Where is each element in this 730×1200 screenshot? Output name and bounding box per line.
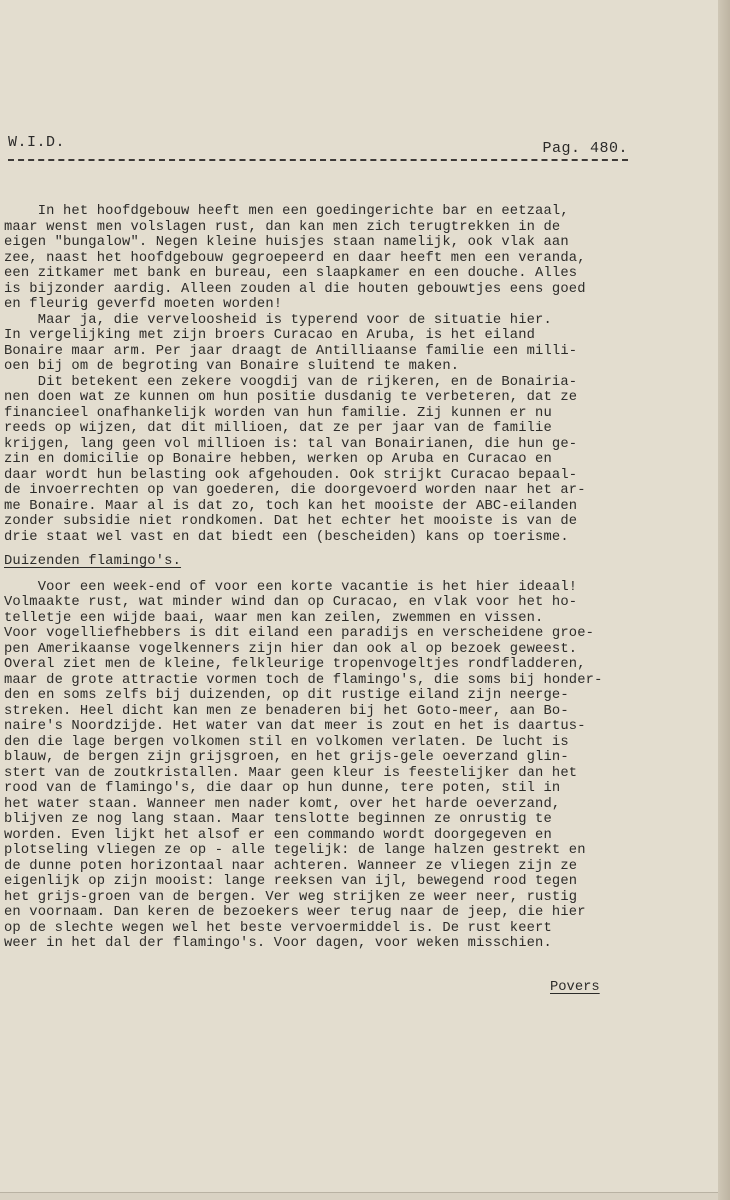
text-line: Bonaire maar arm. Per jaar draagt de Antilliaanse familie een milli-: [4, 343, 578, 359]
text-line: streken. Heel dicht kan men ze benaderen bij het Goto-meer, aan Bo-: [4, 703, 569, 719]
text-line: zin en domicilie op Bonaire hebben, werken op Aruba en Curacao en: [4, 452, 552, 467]
section-heading: Duizenden flamingo's.: [4, 554, 182, 569]
text-line: een zitkamer met bank en bureau, een slaapkamer en een douche. Alles: [4, 266, 578, 281]
text-line: blijven ze nog lang staan. Maar tenslotte beginnen ze onrustig te: [4, 812, 552, 827]
text-line: en voornaam. Dan keren de bezoekers weer terug naar de jeep, die hier: [4, 905, 586, 920]
text-line: krijgen, lang geen vol millioen is: tal van Bonairianen, die hun ge-: [4, 436, 578, 452]
text-line: het water staan. Wanneer men nader komt, over het harde oeverzand,: [4, 796, 561, 812]
text-line: de dunne poten horizontaal naar achteren. Wanneer ze vliegen zijn ze: [4, 858, 578, 874]
text-line: blauw, de bergen zijn grijsgroen, en het grijs-gele oeverzand glin-: [4, 750, 569, 765]
paragraph-group-2: [4, 580, 644, 952]
text-line: de invoerrechten op van goederen, die doorgevoerd worden naar het ar-: [4, 483, 586, 498]
text-line: worden. Even lijkt het alsof er een commando wordt doorgegeven en: [4, 827, 552, 843]
text-line: is bijzonder aardig. Alleen zouden al die houten gebouwtjes eens goed: [4, 281, 586, 297]
text-line: en fleurig geverfd moeten worden!: [4, 297, 283, 312]
text-line: het grijs-groen van de bergen. Ver weg strijken ze weer neer, rustig: [4, 889, 578, 905]
author-signature: Povers: [550, 980, 600, 995]
text-line: weer in het dal der flamingo's. Voor dagen, voor weken misschien.: [4, 936, 552, 951]
page-number: Pag. 480.: [542, 140, 628, 157]
text-line: telletje een wijde baai, waar men kan zeilen, zwemmen en vissen.: [4, 610, 544, 626]
text-line: In vergelijking met zijn broers Curacao en Aruba, is het eiland: [4, 328, 536, 343]
article-body: [4, 204, 644, 952]
text-line: plotseling vliegen ze op - alle tegelijk: de lange halzen gestrekt en: [4, 843, 586, 858]
text-line: In het hoofdgebouw heeft men een goedingerichte bar en eetzaal,: [4, 204, 569, 219]
text-line: maar wenst men volslagen rust, dan kan men zich terugtrekken in de: [4, 219, 561, 235]
text-line: stert van de zoutkristallen. Maar geen kleur is feestelijker dan het: [4, 765, 578, 781]
text-line: zonder subsidie niet rondkomen. Dat het echter het mooiste is van de: [4, 514, 578, 529]
dashed-rule: [8, 159, 628, 161]
text-line: drie staat wel vast en dat biedt een (bescheiden) kans op toerisme.: [4, 529, 569, 545]
text-line: Overal ziet men de kleine, felkleurige tropenvogeltjes rondfladderen,: [4, 657, 586, 672]
text-line: eigenlijk op zijn mooist: lange reeksen van ijl, bewegend rood tegen: [4, 874, 578, 889]
text-line: den die lage bergen volkomen stil en volkomen verlaten. De lucht is: [4, 734, 569, 750]
text-line: financieel onafhankelijk worden van hun familie. Zij kunnen er nu: [4, 405, 552, 421]
text-line: Dit betekent een zekere voogdij van de rijkeren, en de Bonairia-: [4, 374, 578, 390]
text-line: Maar ja, die verveloosheid is typerend voor de situatie hier.: [4, 312, 552, 328]
page-header: [8, 134, 628, 158]
text-line: reeds op wijzen, dat dit millioen, dat ze per jaar van de familie: [4, 421, 552, 436]
text-line: den en soms zelfs bij duizenden, op dit rustige eiland zijn neerge-: [4, 688, 569, 703]
text-line: oen bij om de begroting van Bonaire sluitend te maken.: [4, 359, 460, 374]
text-line: op de slechte wegen wel het beste vervoermiddel is. De rust keert: [4, 920, 552, 936]
text-line: me Bonaire. Maar al is dat zo, toch kan het mooiste der ABC-eilanden: [4, 498, 578, 514]
text-line: zee, naast het hoofdgebouw gegroepeerd en daar heeft men een veranda,: [4, 250, 586, 266]
header-source: W.I.D.: [8, 134, 66, 151]
text-line: nen doen wat ze kunnen om hun positie dusdanig te verbeteren, dat ze: [4, 390, 578, 405]
text-line: daar wordt hun belasting ook afgehouden. Ook strijkt Curacao bepaal-: [4, 467, 578, 483]
text-line: rood van de flamingo's, die daar op hun dunne, tere poten, stil in: [4, 781, 561, 796]
paragraph-group-1: [4, 204, 644, 545]
text-line: pen Amerikaanse vogelkenners zijn hier dan ook al op bezoek geweest.: [4, 641, 578, 657]
page-edge: [718, 0, 730, 1200]
text-line: Volmaakte rust, wat minder wind dan op Curacao, en vlak voor het ho-: [4, 595, 578, 610]
text-line: Voor vogelliefhebbers is dit eiland een paradijs en verscheidene groe-: [4, 626, 595, 641]
text-line: eigen "bungalow". Negen kleine huisjes staan namelijk, ook vlak aan: [4, 235, 569, 250]
text-line: Voor een week-end of voor een korte vacantie is het hier ideaal!: [4, 579, 578, 595]
text-line: maar de grote attractie vormen toch de flamingo's, die soms bij honder-: [4, 672, 603, 688]
text-line: naire's Noordzijde. Het water van dat meer is zout en het is daartus-: [4, 719, 586, 734]
